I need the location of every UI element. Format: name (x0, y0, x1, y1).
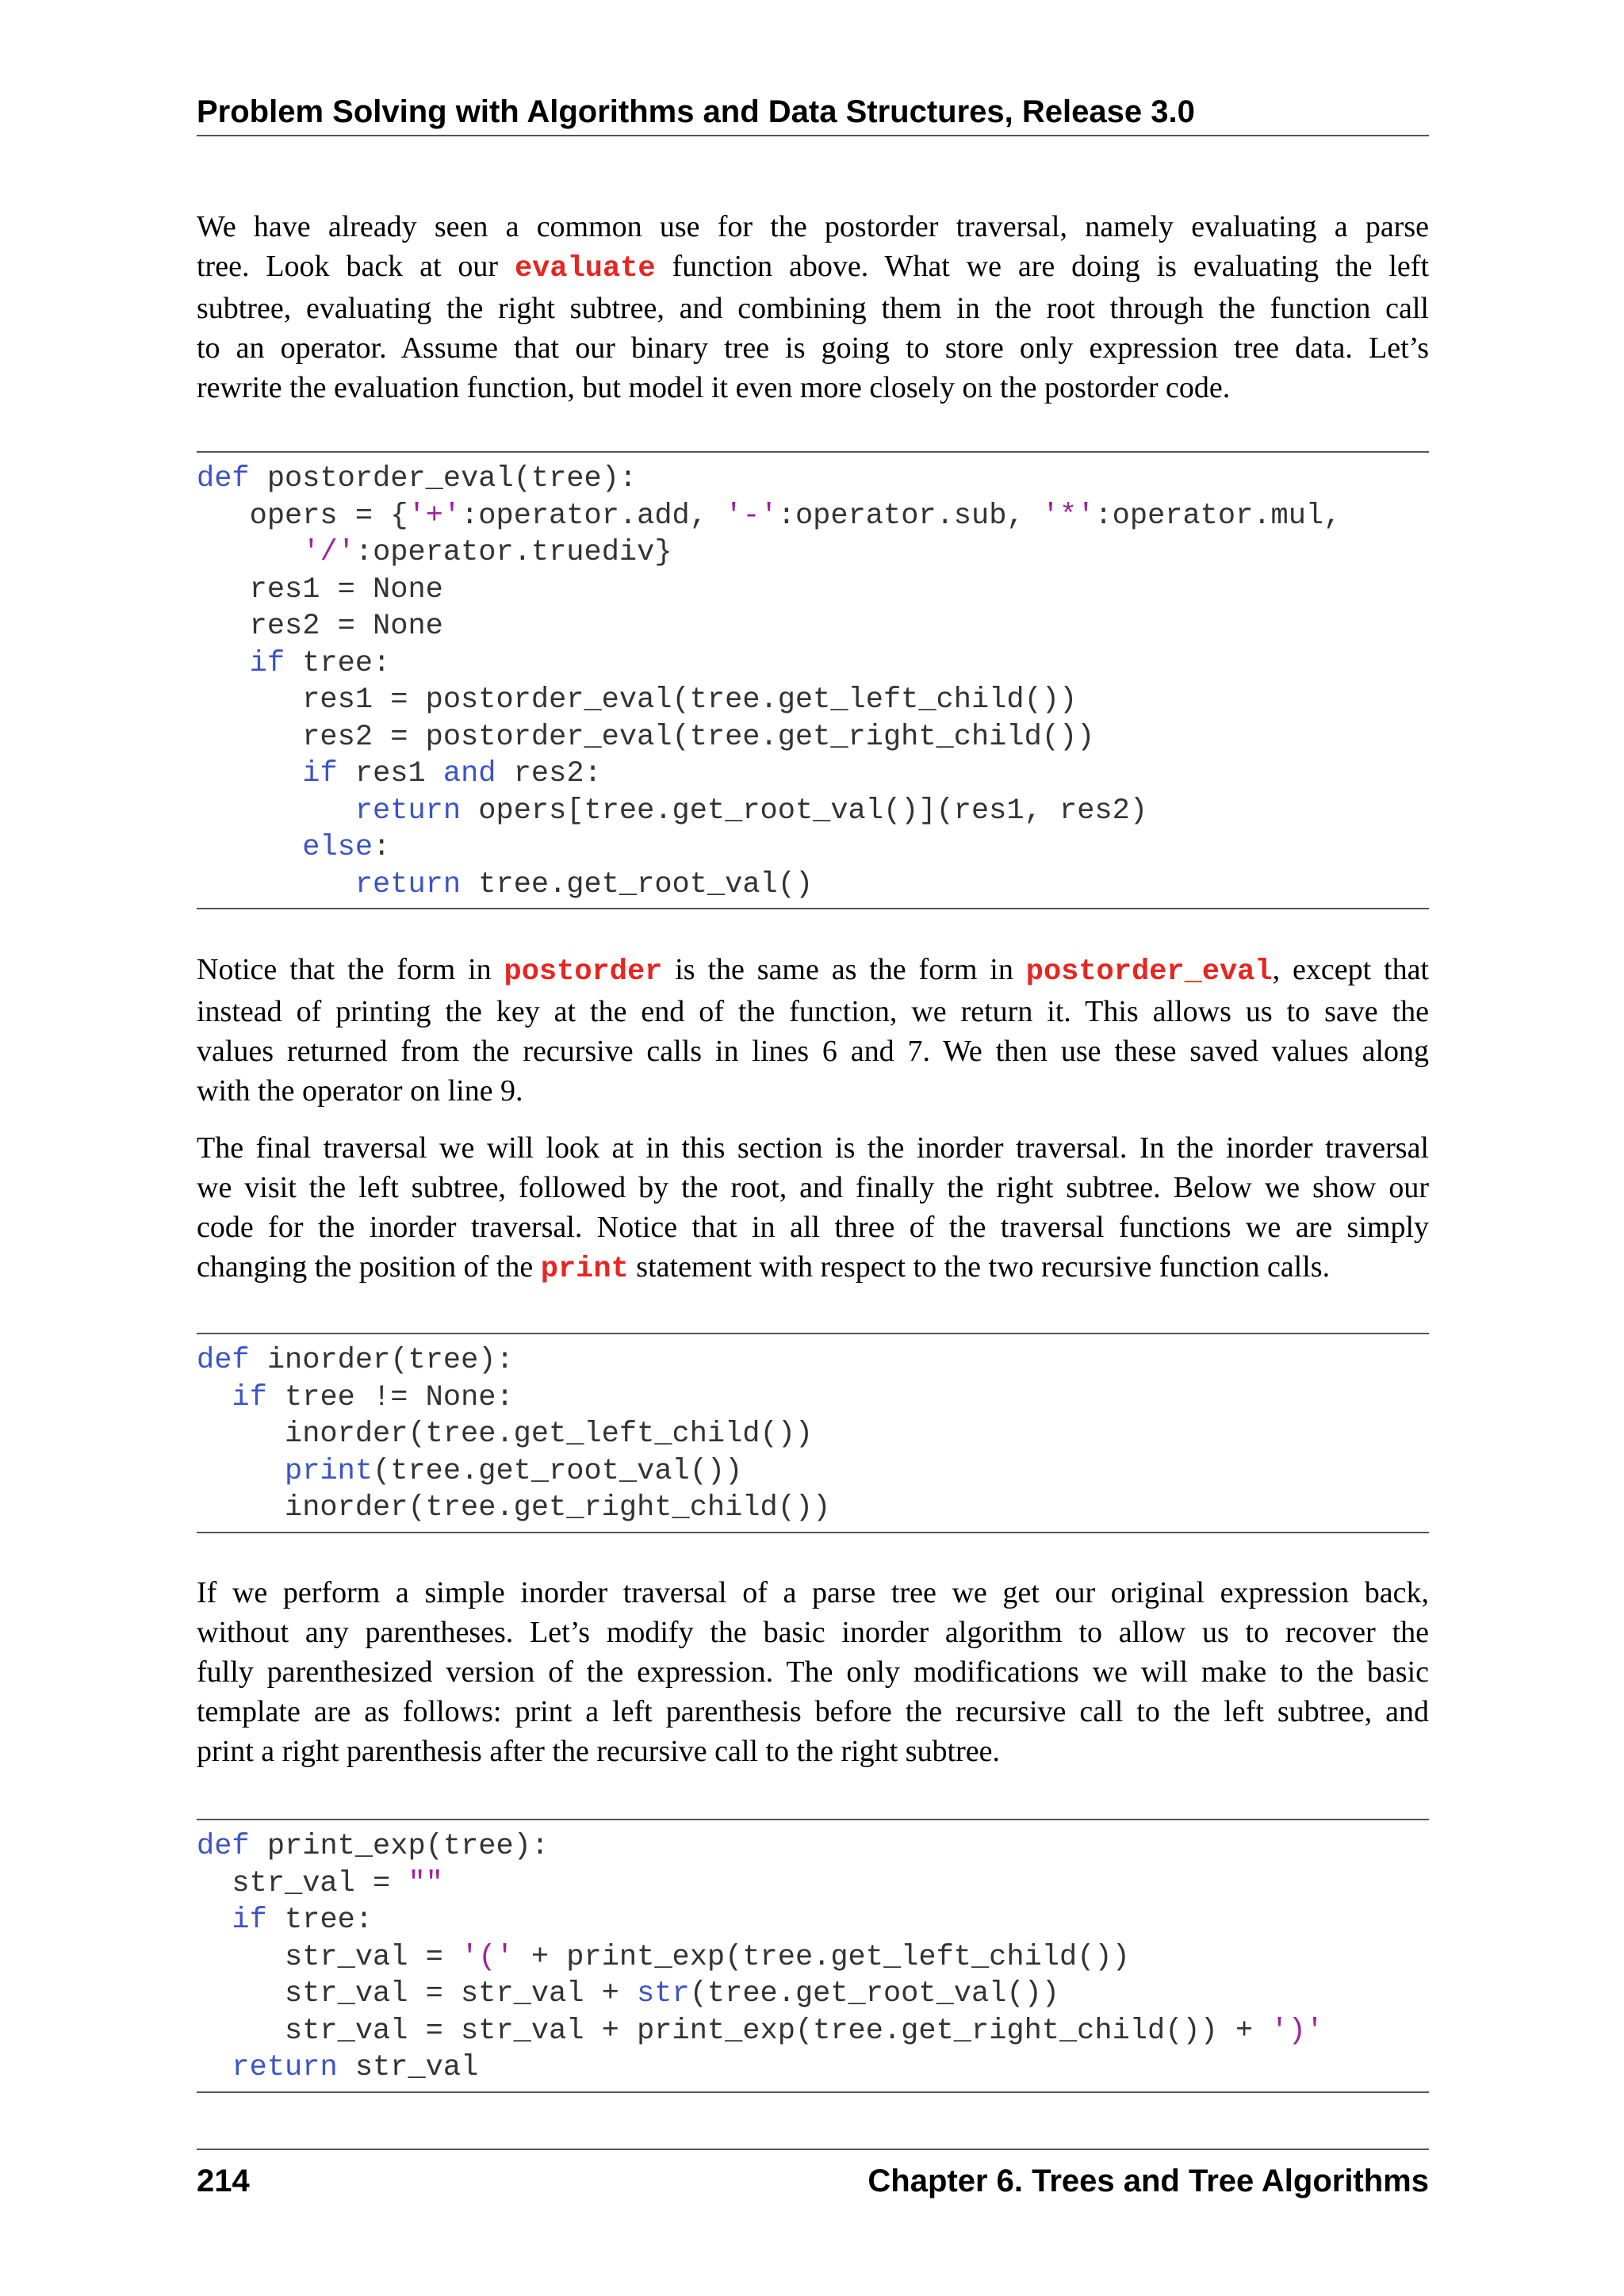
code-line: return tree.get_root_val() (354, 867, 814, 901)
running-header (197, 92, 1429, 136)
paragraph-parenthesized (197, 1573, 1429, 1771)
code-line: res1 = postorder_eval(tree.get_left_child()) (197, 683, 1078, 717)
code-line: res2 = None (197, 610, 443, 643)
text-line: If we perform a simple inorder traversal of a parse tree we get our original expression back, (197, 1576, 1429, 1609)
text-line: We have already seen a common use for the postorder traversal, namely evaluating a parse (197, 210, 1429, 243)
code-line: def inorder(tree): (197, 1344, 514, 1377)
code-line: str_val = str_val + print_exp(tree.get_right_child()) + ')' (197, 2014, 1324, 2048)
code-line: str_val = "" (197, 1866, 443, 1900)
text-line: The final traversal we will look at in this section is the inorder traversal. In the inorder traversal (197, 1131, 1429, 1165)
code-line: def postorder_eval(tree): (197, 462, 638, 496)
paragraph-postorder-notice (197, 950, 1429, 1111)
text-line: values returned from the recursive calls in lines 6 and 7. We then use these saved values along (197, 1035, 1429, 1068)
code-line: return str_val (232, 2051, 479, 2084)
text-line: subtree, evaluating the right subtree, and combining them in the root through the function call (197, 292, 1429, 325)
code-line: def print_exp(tree): (197, 1830, 550, 1863)
code-block-postorder-eval (197, 451, 1429, 909)
code-line: str_val = str_val + str(tree.get_root_val()) (197, 1977, 1059, 2011)
text-line: to an operator. Assume that our binary tree is going to store only expression tree data. Let’s (197, 331, 1429, 365)
paragraph-inorder-intro (197, 1128, 1429, 1289)
document-page (197, 0, 1429, 2296)
text-line: fully parenthesized version of the expression. The only modifications we will make to the basic (197, 1655, 1429, 1689)
text-line: print a right parenthesis after the recursive call to the right subtree. (197, 1735, 1000, 1768)
code-line: inorder(tree.get_left_child()) (197, 1418, 814, 1451)
paragraph-postorder-intro (197, 207, 1429, 408)
text-line: Notice that the form in postorder is the same as the form in postorder_eval, except that (197, 953, 1429, 989)
code-line: '/':operator.truediv} (302, 536, 672, 569)
text-line: instead of printing the key at the end of the function, we return it. This allows us to save the (197, 995, 1429, 1028)
code-line: if res1 and res2: (302, 757, 602, 790)
code-line: if tree != None: (232, 1380, 514, 1414)
code-line: if tree: (232, 1904, 373, 1937)
running-footer (197, 2149, 1429, 2201)
text-line: template are as follows: print a left parenthesis before the recursive call to the left subtree, and (197, 1695, 1429, 1728)
inline-code-evaluate: evaluate (514, 252, 656, 285)
text-line: code for the inorder traversal. Notice that in all three of the traversal functions we are simply (197, 1211, 1429, 1244)
text-line: tree. Look back at our evaluate function above. What we are doing is evaluating the left (197, 250, 1430, 285)
book-title: Problem Solving with Algorithms and Data Structures, Release 3.0 (197, 94, 1195, 129)
code-block-inorder (197, 1333, 1429, 1533)
code-line: else: (302, 831, 391, 864)
text-line: changing the position of the print statement with respect to the two recursive function calls. (197, 1250, 1331, 1286)
code-line: res2 = postorder_eval(tree.get_right_child()) (197, 720, 1095, 754)
text-line: with the operator on line 9. (197, 1074, 523, 1108)
text-line: we visit the left subtree, followed by the root, and finally the right subtree. Below we show our (197, 1171, 1429, 1204)
code-line: if tree: (249, 646, 391, 680)
code-line: res1 = None (197, 572, 443, 607)
page-number: 214 (197, 2164, 250, 2198)
code-line: print(tree.get_root_val()) (285, 1454, 743, 1488)
code-line: opers = {'+':operator.add, '-':operator.sub, '*':operator.mul, (197, 499, 1342, 533)
inline-code-postorder: postorder (504, 955, 663, 989)
inline-code-print: print (540, 1253, 629, 1286)
text-line: without any parentheses. Let’s modify the basic inorder algorithm to allow us to recover the (197, 1616, 1429, 1649)
code-line: inorder(tree.get_right_child()) (197, 1491, 831, 1525)
inline-code-postorder-eval: postorder_eval (1025, 955, 1273, 989)
text-line: rewrite the evaluation function, but model it even more closely on the postorder code. (197, 371, 1231, 404)
code-line: str_val = '(' + print_exp(tree.get_left_child()) (197, 1940, 1130, 1974)
code-block-print-exp (197, 1819, 1429, 2093)
chapter-title: Chapter 6. Trees and Tree Algorithms (868, 2164, 1429, 2198)
code-line: return opers[tree.get_root_val()](res1, res2) (354, 794, 1148, 828)
